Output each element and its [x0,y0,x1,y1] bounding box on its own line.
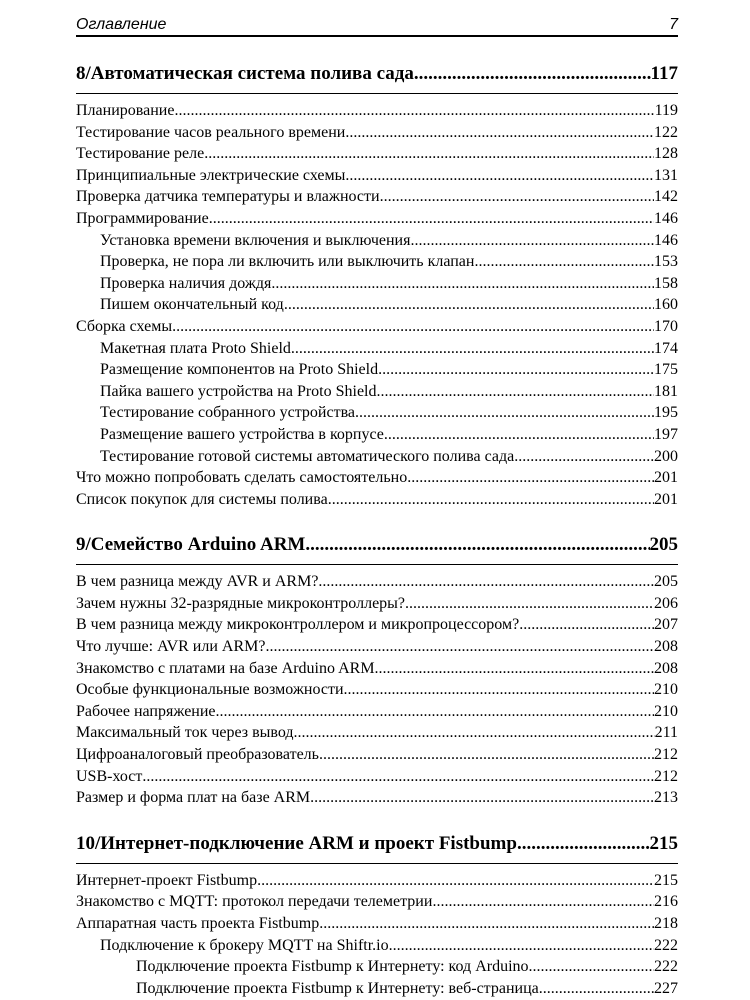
entry-page: 227 [654,979,678,997]
dot-leader [355,402,654,424]
toc-entry[interactable] [76,424,678,446]
toc-entry[interactable] [76,100,678,122]
chapter-heading[interactable] [76,532,678,565]
entry-title: Тестирование реле [76,145,205,163]
toc-entry[interactable] [76,143,678,165]
entry-title: Знакомство с платами на базе Arduino ARM [76,659,375,677]
chapter-page: 205 [649,534,678,556]
entry-title: Рабочее напряжение [76,702,216,720]
entry-title: Тестирование собранного устройства [100,404,356,422]
dot-leader [378,359,654,381]
entry-title: Размещение вашего устройства в корпусе [100,425,384,443]
chapter-heading[interactable] [76,61,678,94]
toc-entry[interactable] [76,165,678,187]
entry-page: 181 [654,382,678,400]
toc-entry[interactable] [76,273,678,295]
dot-leader [142,766,654,788]
dot-leader [271,273,654,295]
dot-leader [284,294,654,316]
entry-title: Размещение компонентов на Proto Shield [100,361,379,379]
entry-title: Тестирование часов реального времени [76,123,346,141]
entry-title: Подключение проекта Fistbump к Интернету: веб-страница [136,979,539,997]
entry-page: 222 [654,936,678,954]
toc-entry[interactable] [76,913,678,935]
chapter-entries [76,870,678,1000]
entry-title: Проверка датчика температуры и влажности [76,188,380,206]
entry-page: 218 [654,915,678,932]
entry-page: 213 [654,789,678,807]
entry-title: Цифроаналоговый преобразователь [76,746,319,764]
header-page-number: 7 [669,16,678,33]
dot-leader [514,446,654,468]
dot-leader [517,831,650,857]
toc-entry[interactable] [76,870,678,892]
dot-leader [344,679,654,701]
chapter-entries [76,571,678,809]
entry-page: 215 [654,871,678,889]
chapter-title: 9/Семейство Arduino ARM [76,534,306,556]
entry-page: 216 [654,893,678,911]
entry-title: Пайка вашего устройства на Proto Shield [100,382,377,400]
dot-leader [204,143,654,165]
dot-leader [529,956,654,978]
dot-leader [319,744,654,766]
entry-title: Установка времени включения и выключения [100,231,411,249]
entry-title: Проверка наличия дождя [100,274,272,292]
toc-entry[interactable] [76,766,678,788]
entry-page: 208 [654,638,678,656]
toc-entry[interactable] [76,636,678,658]
dot-leader [345,165,654,187]
toc-entry[interactable] [76,614,678,636]
dot-leader [265,636,654,658]
toc-entry[interactable] [76,593,678,615]
toc-entry[interactable] [76,891,678,913]
entry-page: 174 [654,339,678,357]
entry-title: Макетная плата Proto Shield [100,339,291,357]
toc-entry[interactable] [76,446,678,468]
entry-title: Тестирование готовой системы автоматического полива сада [100,447,515,465]
dot-leader [407,467,654,489]
dot-leader [310,787,654,809]
entry-page: 210 [654,681,678,699]
entry-page: 146 [654,231,678,249]
entry-page: 207 [654,616,678,634]
entry-title: Проверка, не пора ли включить или выключить клапан [100,253,475,271]
entry-title: Принципиальные электрические схемы [76,166,346,184]
entry-page: 201 [654,490,678,508]
toc-entry[interactable] [76,467,678,489]
table-of-contents [76,61,678,999]
entry-page: 153 [654,253,678,271]
toc-entry[interactable] [76,402,678,424]
chapter-title: 8/Автоматическая система полива сада [76,63,414,84]
entry-page: 142 [654,188,678,206]
dot-leader [519,614,654,636]
chapter-title: 10/Интернет-подключение ARM и проект Fistbump [76,832,517,854]
entry-page: 211 [654,724,678,742]
chapter-entries [76,100,678,510]
dot-leader [474,251,654,273]
entry-page: 200 [654,447,678,465]
entry-page: 197 [654,425,678,443]
toc-entry[interactable] [76,935,678,957]
dot-leader [410,230,654,252]
entry-page: 212 [654,767,678,785]
dot-leader [389,935,654,957]
dot-leader [318,571,654,593]
entry-title: Подключение проекта Fistbump к Интернету: код Arduino [136,958,529,976]
dot-leader [319,913,654,935]
toc-entry[interactable] [76,122,678,144]
chapter-heading[interactable] [76,831,678,864]
dot-leader [380,186,654,208]
header-title: Оглавление [76,16,167,33]
entry-title: Программирование [76,209,209,227]
dot-leader [328,489,654,511]
toc-entry[interactable] [76,338,678,360]
entry-title: USB-хост [76,767,143,785]
entry-title: Аппаратная часть проекта Fistbump [76,915,320,932]
entry-title: Планирование [76,102,175,119]
entry-page: 212 [654,746,678,764]
entry-page: 205 [654,573,678,591]
toc-entry[interactable] [76,679,678,701]
entry-title: Что можно попробовать сделать самостоятельно [76,469,408,487]
entry-page: 160 [654,296,678,314]
entry-title: Знакомство с MQTT: протокол передачи телеметрии [76,893,433,911]
toc-entry[interactable] [76,230,678,252]
dot-leader [291,338,654,360]
chapter-page: 117 [650,63,678,84]
toc-entry[interactable] [76,186,678,208]
toc-entry[interactable] [76,978,678,1000]
entry-title: В чем разница между микроконтроллером и микропроцессором? [76,616,520,634]
entry-page: 206 [654,594,678,612]
dot-leader [209,208,654,230]
toc-entry[interactable] [76,251,678,273]
toc-entry[interactable] [76,294,678,316]
toc-entry[interactable] [76,722,678,744]
toc-entry[interactable] [76,208,678,230]
entry-page: 119 [654,102,678,119]
entry-page: 170 [654,317,678,335]
page-header [76,10,678,37]
entry-page: 201 [654,469,678,487]
entry-page: 195 [654,404,678,422]
dot-leader [539,978,654,1000]
dot-leader [414,61,651,87]
entry-title: Что лучше: AVR или ARM? [76,638,266,656]
dot-leader [405,593,654,615]
entry-title: Подключение к брокеру MQTT на Shiftr.io [100,936,389,954]
dot-leader [432,891,654,913]
toc-page [76,10,678,999]
entry-page: 122 [654,123,678,141]
entry-page: 131 [654,166,678,184]
dot-leader [172,316,654,338]
toc-entry[interactable] [76,381,678,403]
entry-title: Список покупок для системы полива [76,490,328,508]
entry-title: Сборка схемы [76,317,173,335]
dot-leader [216,701,654,723]
toc-entry[interactable] [76,489,678,511]
entry-title: Особые функциональные возможности [76,681,344,699]
entry-title: Максимальный ток через вывод [76,724,294,742]
entry-page: 210 [654,702,678,720]
toc-entry[interactable] [76,701,678,723]
entry-page: 146 [654,209,678,227]
dot-leader [305,532,649,558]
entry-page: 222 [654,958,678,976]
dot-leader [174,100,654,122]
dot-leader [294,722,655,744]
entry-title: Интернет-проект Fistbump [76,871,258,889]
toc-entry[interactable] [76,956,678,978]
entry-page: 128 [654,145,678,163]
dot-leader [384,424,654,446]
dot-leader [257,870,654,892]
entry-title: Зачем нужны 32-разрядные микроконтроллеры? [76,594,406,612]
entry-title: В чем разница между AVR и ARM? [76,573,319,591]
toc-entry[interactable] [76,316,678,338]
toc-entry[interactable] [76,359,678,381]
entry-title: Размер и форма плат на базе ARM [76,789,311,807]
entry-title: Пишем окончательный код [100,296,284,314]
chapter-page: 215 [649,832,678,854]
dot-leader [345,122,654,144]
dot-leader [375,658,654,680]
dot-leader [377,381,655,403]
toc-entry[interactable] [76,744,678,766]
entry-page: 158 [654,274,678,292]
entry-page: 175 [654,361,678,379]
toc-entry[interactable] [76,787,678,809]
toc-entry[interactable] [76,658,678,680]
toc-entry[interactable] [76,571,678,593]
entry-page: 208 [654,659,678,677]
